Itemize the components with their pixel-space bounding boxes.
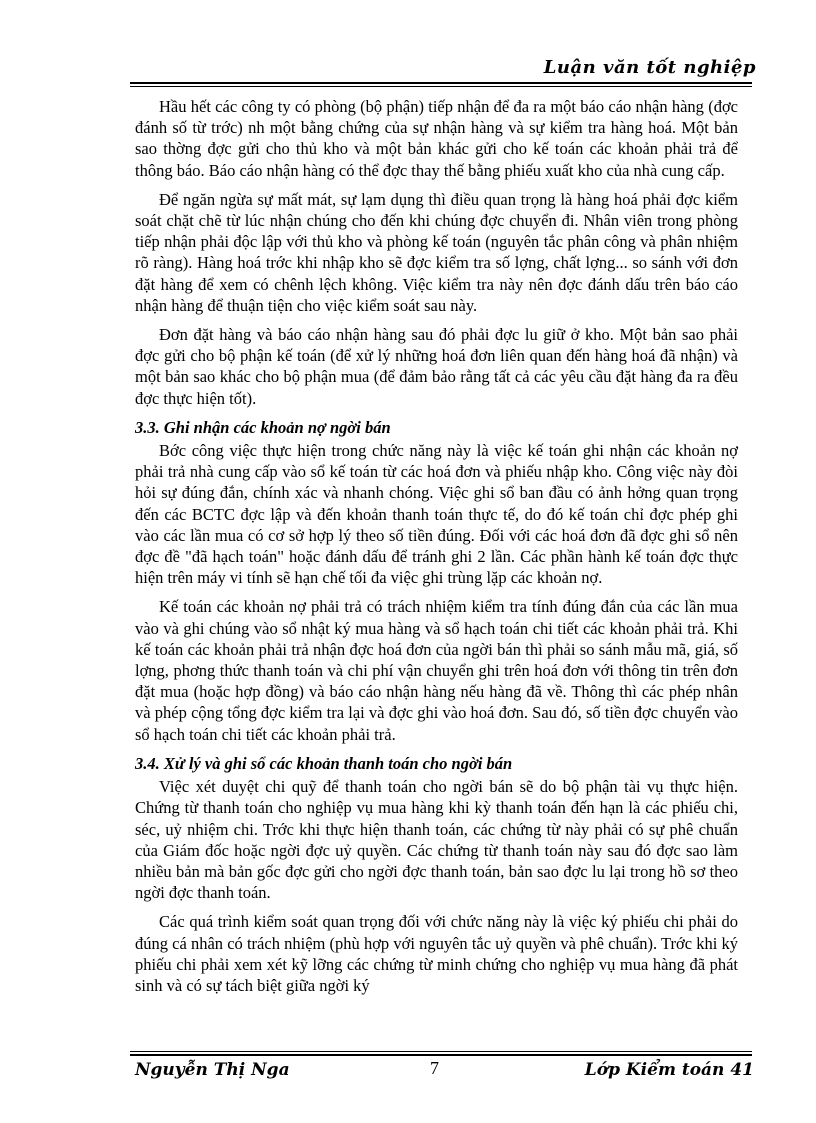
paragraph-order-storage: Đơn đặt hàng và báo cáo nhận hàng sau đó phải đợc lu giữ ở kho. Một bản sao phải đợc gửi cho bộ phận kế toán (để xử lý những hoá đơn liên quan đến hàng hoá đã nhận) và một bản sao khác cho bộ phận mua (để đảm bảo rằng tất cả các yêu cầu đặt hàng đa ra đều đợc thực hiện tốt). <box>135 325 738 408</box>
page-number: 7 <box>430 1058 439 1078</box>
section-heading-3-3: 3.3. Ghi nhận các khoản nợ ngời bán <box>135 417 391 437</box>
paragraph-payables-accountant: Kế toán các khoản nợ phải trả có trách nhiệm kiểm tra tính đúng đắn của các lần mua vào và ghi chúng vào sổ nhật ký mua hàng và sổ hạch toán chi tiết các khoản phải trả. Khi kế toán các khoản phải trả nhận đợc hoá đơn của ngời bán thì phải so sánh mẫu mã, giá, số lợng, phơng thức thanh toán và chi phí vận chuyển ghi trên hoá đơn với thông tin trên đơn đặt mua (hoặc hợp đồng) và báo cáo nhận hàng nếu hàng đã về. Thông thì các phép nhân và phép cộng tổng đợc kiểm tra lại và đợc ghi vào hoá đơn. Sau đó, số tiền đợc chuyển vào sổ hạch toán chi tiết các khoản phải trả. <box>135 597 738 744</box>
paragraph-record-payables: Bớc công việc thực hiện trong chức năng này là việc kế toán ghi nhận các khoản nợ phải trả nhà cung cấp vào sổ kế toán từ các hoá đơn và phiếu nhập kho. Công việc này đòi hỏi sự đúng đắn, chính xác và nhanh chóng. Việc ghi sổ ban đầu có ảnh hởng quan trọng đến các BCTC đợc lập và đến khoản thanh toán thực tế, do đó kế toán chỉ đợc phép ghi vào các lần mua có cơ sở hợp lý theo số tiền đúng. Đối với các hoá đơn đã đợc ghi sổ nên đợc đề "đã hạch toán" hoặc đánh dấu để tránh ghi 2 lần. Các phần hành kế toán đợc thực hiện trên máy vi tính sẽ hạn chế tối đa việc ghi trùng lặp các khoản nợ. <box>135 441 738 588</box>
header-divider <box>130 82 752 87</box>
paragraph-payment-approval: Việc xét duyệt chi quỹ để thanh toán cho ngời bán sẽ do bộ phận tài vụ thực hiện. Chứng từ thanh toán cho nghiệp vụ mua hàng khi kỳ thanh toán đến hạn là các phiếu chi, séc, uỷ nhiệm chi. Trớc khi thực hiện thanh toán, các chứng từ này phải có sự phê chuẩn của Giám đốc hoặc ngời đợc uỷ quyền. Các chứng từ thanh toán này sau đó đợc sao làm nhiều bản mà bản gốc đợc gửi cho ngời đợc thanh toán, bản sao đợc lu lại trong hồ sơ theo ngời đợc thanh toán. <box>135 777 738 903</box>
paragraph-control-process: Các quá trình kiểm soát quan trọng đối với chức năng này là việc ký phiếu chi phải do đúng cá nhân có trách nhiệm (phù hợp với nguyên tắc uỷ quyền và phê chuẩn). Trớc khi ký phiếu chi phải xem xét kỹ lỡng các chứng từ minh chứng cho nghiệp vụ mua hàng đã phát sinh và có sự tách biệt giữa ngời ký <box>135 912 738 995</box>
footer-divider <box>130 1051 752 1056</box>
section-heading-3-4: 3.4. Xử lý và ghi sổ các khoản thanh toán cho ngời bán <box>135 753 513 773</box>
document-body <box>135 96 738 1004</box>
paragraph-goods-control: Để ngăn ngừa sự mất mát, sự lạm dụng thì điều quan trọng là hàng hoá phải đợc kiểm soát chặt chẽ từ lúc nhận chúng cho đến khi chúng đợc chuyển đi. Nhân viên trong phòng tiếp nhận phải độc lập với thủ kho và phòng kế toán (nguyên tắc phân công và phân nhiệm rõ ràng). Hàng hoá trớc khi nhập kho sẽ đợc kiểm tra số lợng, chất lợng... so sánh với đơn đặt hàng để xem có chênh lệch không. Việc kiểm tra này nên đợc đánh dấu trên báo cáo nhận hàng để thuận tiện cho việc kiểm soát sau này. <box>135 189 738 315</box>
footer-class-name: Lớp Kiểm toán 41 <box>584 1060 754 1080</box>
footer-author: Nguyễn Thị Nga <box>135 1060 290 1080</box>
header-title: Luận văn tốt nghiệp <box>543 57 756 78</box>
paragraph-receiving-report: Hầu hết các công ty có phòng (bộ phận) tiếp nhận để đa ra một báo cáo nhận hàng (đợc đánh số từ trớc) nh một bằng chứng của sự nhận hàng và sự kiểm tra hàng hoá. Một bản sao thờng đợc gửi cho thủ kho và một bản khác gửi cho kế toán các khoản phải trả để thông báo. Báo cáo nhận hàng có thể đợc thay thế bằng phiếu xuất kho của nhà cung cấp. <box>135 97 738 180</box>
